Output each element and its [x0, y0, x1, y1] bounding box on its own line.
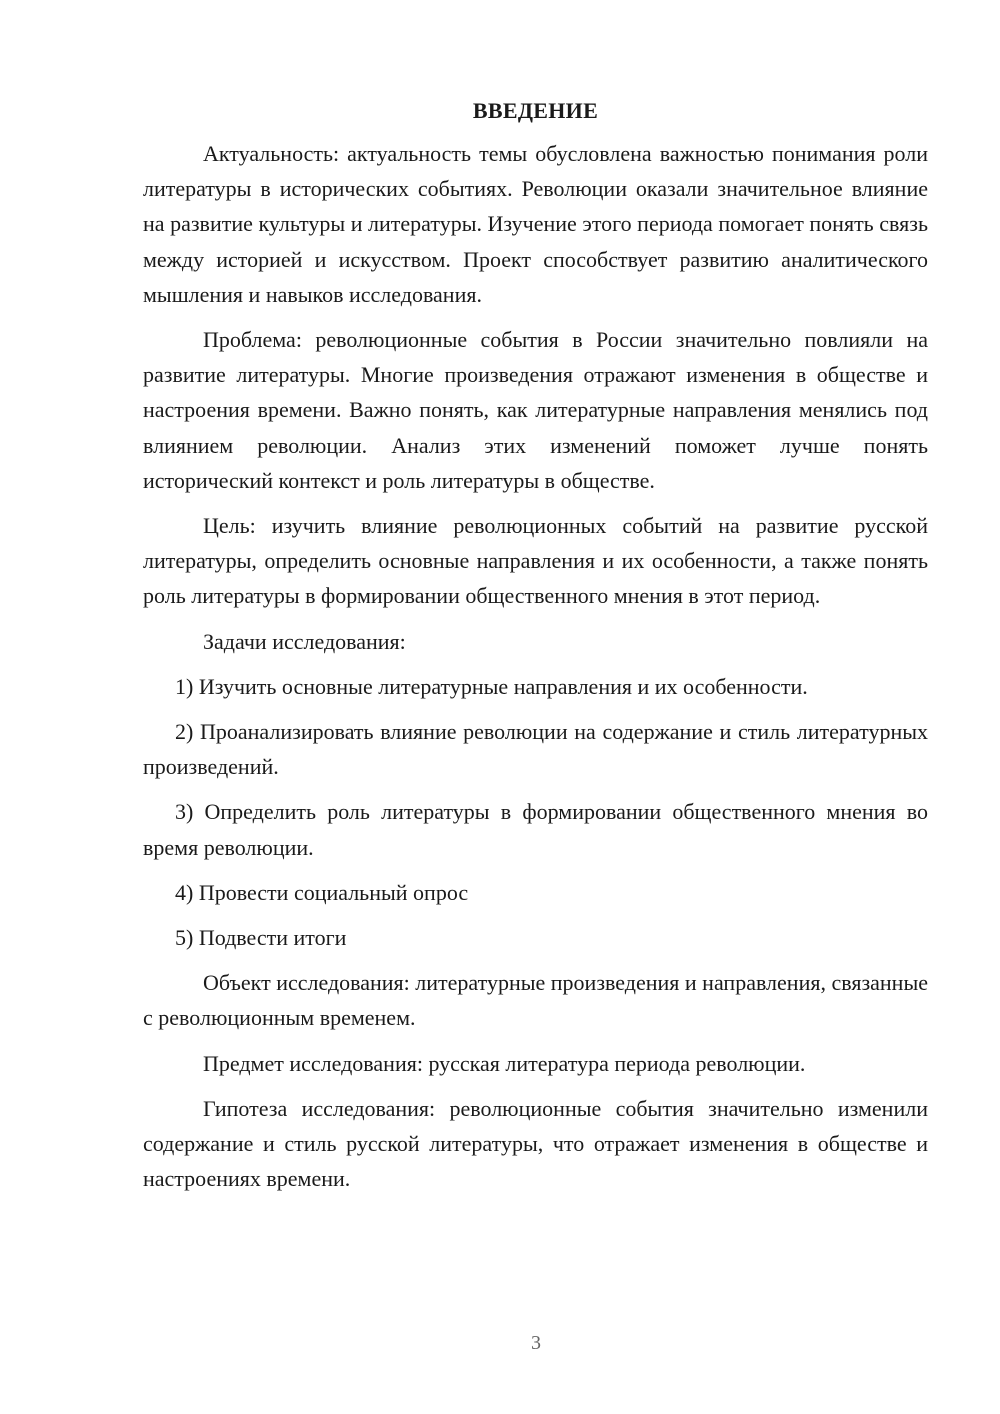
task-item-1: 1) Изучить основные литературные направления и их особенности.: [175, 673, 808, 699]
task-item-4: 4) Провести социальный опрос: [175, 879, 469, 905]
paragraph-object: Объект исследования: литературные произведения и направления, связанные с революционным временем.: [143, 970, 928, 1031]
document-page: [143, 93, 928, 1196]
task-item-5: 5) Подвести итоги: [175, 925, 347, 951]
page-title: ВВЕДЕНИЕ: [472, 98, 599, 123]
paragraph-goal: Цель: изучить влияние революционных событий на развитие русской литературы, определить основные направления и их особенности, а также понять роль литературы в формировании общественного мнения в этот период.: [143, 513, 928, 609]
paragraph-problem: Проблема: революционные события в России значительно повлияли на развитие литературы. Многие произведения отражают изменения в обществе и настроения времени. Важно понять, как литературные направления менялись под влиянием революции. Анализ этих изменений поможет лучше понять исторический контекст и роль литературы в обществе.: [143, 327, 928, 493]
page-number: 3: [531, 1332, 541, 1354]
paragraph-hypothesis: Гипотеза исследования: революционные события значительно изменили содержание и стиль русской литературы, что отражает изменения в обществе и настроениях времени.: [143, 1095, 928, 1192]
tasks-title: Задачи исследования:: [203, 628, 406, 654]
task-item-3: 3) Определить роль литературы в формировании общественного мнения во время революции.: [143, 799, 928, 860]
task-item-2: 2) Проанализировать влияние революции на содержание и стиль литературных произведений.: [143, 719, 928, 780]
paragraph-relevance: Актуальность: актуальность темы обусловлена важностью понимания роли литературы в исторических событиях. Революции оказали значительное влияние на развитие культуры и литературы. Изучение этого периода помогает понять связь между историей и искусством. Проект способствует развитию аналитического мышления и навыков исследования.: [143, 141, 928, 307]
paragraph-subject: Предмет исследования: русская литература периода революции.: [203, 1050, 806, 1076]
